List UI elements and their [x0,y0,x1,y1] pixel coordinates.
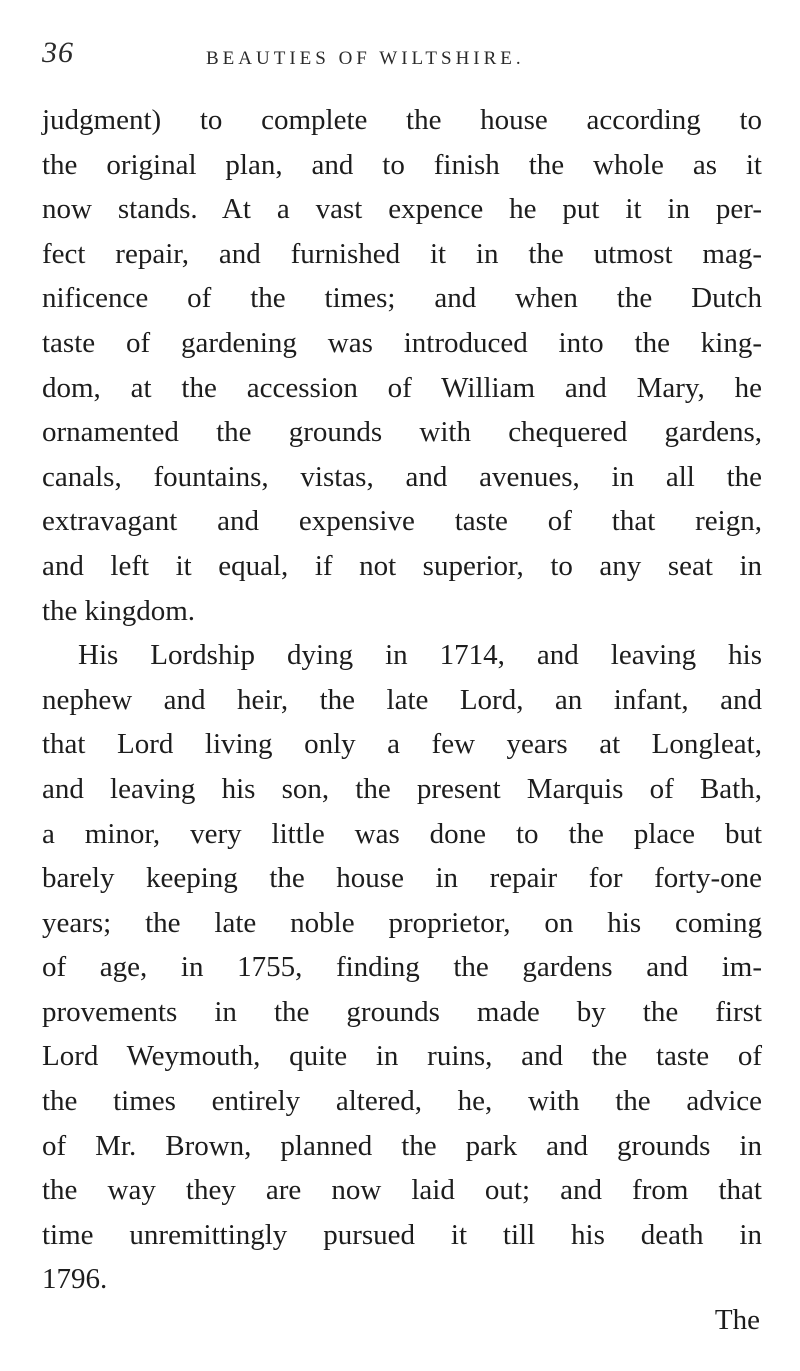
text-line: ornamented the grounds with chequered gardens, [42,416,762,449]
text-line: canals, fountains, vistas, and avenues, in all the [42,460,762,493]
paragraph-2 [42,633,762,1302]
text-line: His Lordship dying in 1714, and leaving his [78,639,762,672]
text-line: the kingdom. [42,594,196,627]
text-line: now stands. At a vast expence he put it in per- [42,193,762,226]
paragraph-1 [42,98,762,633]
text-line: dom, at the accession of William and Mary, he [42,371,762,404]
text-line: provements in the grounds made by the first [42,995,762,1028]
text-line: that Lord living only a few years at Longleat, [42,728,762,761]
body-text [42,98,762,1302]
text-line: the way they are now laid out; and from that [42,1174,762,1207]
text-line: the original plan, and to finish the whole as it [42,148,762,181]
text-line: judgment) to complete the house according to [42,104,762,136]
text-line: time unremittingly pursued it till his death in [42,1218,762,1251]
text-line: and leaving his son, the present Marquis of Bath, [42,772,762,805]
text-line: of Mr. Brown, planned the park and grounds in [42,1129,762,1162]
text-line: extravagant and expensive taste of that reign, [42,505,762,538]
text-line: nificence of the times; and when the Dutch [42,282,762,315]
page-number: 36 [42,36,74,69]
text-line: Lord Weymouth, quite in ruins, and the taste of [42,1040,762,1073]
text-line: fect repair, and furnished it in the utmost mag- [42,237,762,270]
text-line: a minor, very little was done to the place but [42,817,762,850]
text-line: years; the late noble proprietor, on his coming [42,906,762,939]
text-line: the times entirely altered, he, with the advice [42,1085,762,1118]
catchword: The [714,1304,760,1336]
text-line: and left it equal, if not superior, to any seat in [42,549,762,582]
text-line: 1796. [42,1263,108,1296]
text-line: of age, in 1755, finding the gardens and im- [42,951,762,984]
running-head [42,36,762,76]
text-line: barely keeping the house in repair for forty-one [42,862,762,895]
running-title: BEAUTIES OF WILTSHIRE. [206,48,525,69]
text-line: nephew and heir, the late Lord, an infant, and [42,683,762,716]
text-line: taste of gardening was introduced into the king- [42,326,762,359]
